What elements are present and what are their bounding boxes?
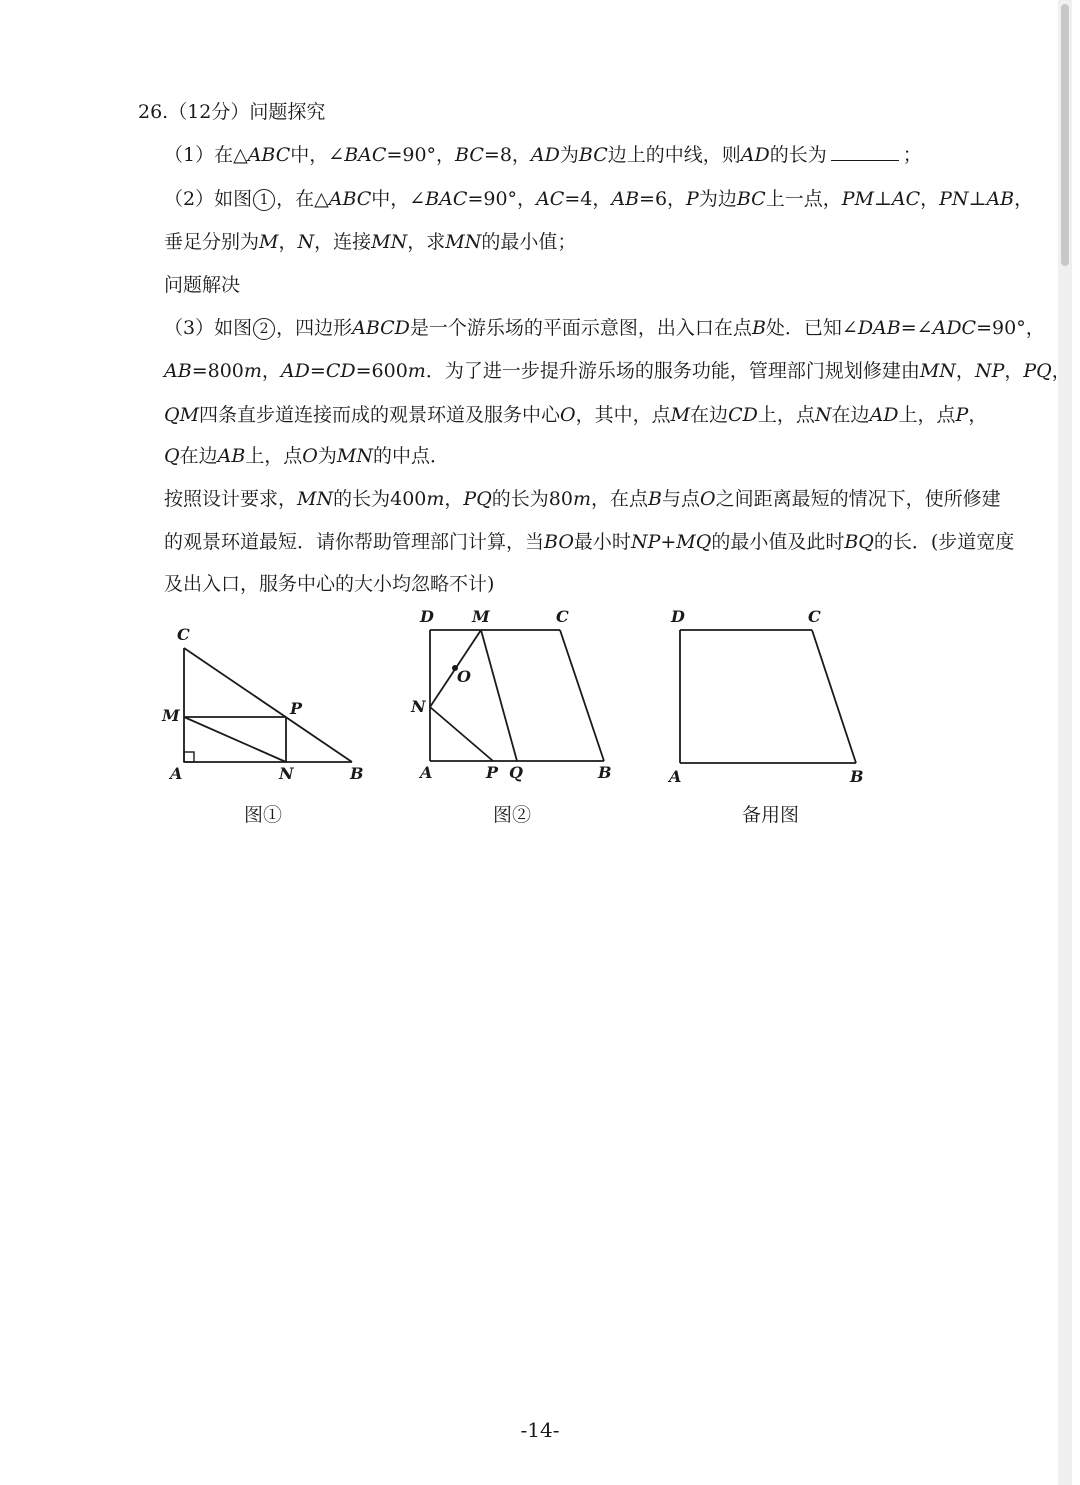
part3-text-line4: Q在边AB上，点O为MN的中点．: [164, 445, 449, 467]
fig2-segment-mq: [481, 630, 517, 761]
figure-1-caption: 图①: [244, 804, 283, 826]
part3-text-line6: 的观景环道最短．请你帮助管理部门计算，当BO最小时NP+MQ的最小值及此时BQ的长．(步道宽度: [164, 531, 1015, 553]
scrollbar-thumb[interactable]: [1061, 4, 1069, 266]
fig2-label-q: Q: [509, 763, 523, 782]
fig1-label-m: M: [162, 706, 180, 725]
fig1-label-n: N: [279, 764, 294, 783]
fig3-edge-cb: [812, 630, 856, 763]
fig2-label-a: A: [420, 763, 433, 782]
problem-header: 26.（12分）问题探究: [138, 101, 326, 123]
part3-text-line5: 按照设计要求，MN的长为400m，PQ的长为80m，在点B与点O之间距离最短的情况下，使所修建: [164, 488, 1001, 510]
fig1-label-c: C: [177, 625, 190, 644]
fig1-label-a: A: [170, 764, 183, 783]
part3-text-line2: AB=800m，AD=CD=600m．为了进一步提升游乐场的服务功能，管理部门规划修建由MN，NP，PQ，: [164, 360, 1071, 382]
fig3-label-c: C: [808, 607, 821, 626]
figure-spare-caption: 备用图: [742, 804, 800, 826]
part2-text-line1: （2）如图 1 ，在△ABC中，∠BAC=90°，AC=4，AB=6，P为边BC上一点，PM⊥AC，PN⊥AB，: [164, 188, 1034, 210]
figure-spare-diagram: [660, 600, 880, 795]
part1-text: （1）在△ABC中，∠BAC=90°，BC=8，AD为BC边上的中线，则AD的长为 ；: [164, 144, 922, 166]
fig1-label-p: P: [290, 699, 303, 718]
fig1-right-angle-mark: [184, 752, 194, 762]
figure-2-diagram: [405, 600, 625, 795]
fig2-label-o: O: [457, 667, 471, 686]
circled-number-1: 1: [253, 189, 275, 211]
part2-text-line2: 垂足分别为M，N，连接MN，求MN的最小值；: [164, 231, 577, 253]
fig1-edge-cb: [184, 648, 352, 762]
fig2-label-c: C: [556, 607, 569, 626]
fig2-label-n: N: [411, 697, 426, 716]
figure-1-diagram: [150, 615, 390, 795]
page-number: -14-: [520, 1418, 560, 1442]
fig2-label-b: B: [598, 763, 612, 782]
fig2-segment-np: [430, 707, 493, 761]
section-title-problem-solving: 问题解决: [164, 274, 241, 296]
part3-text-line1: （3）如图 2 ，四边形ABCD是一个游乐场的平面示意图，出入口在点B处．已知∠DAB=∠ADC=90°，: [164, 317, 1045, 339]
figure-2-caption: 图②: [493, 804, 532, 826]
fig2-edge-cb: [560, 630, 604, 761]
fig1-label-b: B: [350, 764, 364, 783]
part3-text-line7: 及出入口，服务中心的大小均忽略不计): [164, 573, 495, 595]
fig2-label-d: D: [420, 607, 434, 626]
fig3-label-b: B: [850, 767, 864, 786]
circled-number-2: 2: [253, 318, 275, 340]
fig1-segment-mn: [184, 717, 286, 762]
fig2-label-m: M: [472, 607, 490, 626]
answer-blank: [831, 144, 899, 161]
fig2-label-p: P: [486, 763, 499, 782]
fig3-label-a: A: [669, 767, 682, 786]
fig3-label-d: D: [671, 607, 685, 626]
part3-text-line3: QM四条直步道连接而成的观景环道及服务中心O，其中，点M在边CD上，点N在边AD上，点P，: [164, 404, 988, 426]
